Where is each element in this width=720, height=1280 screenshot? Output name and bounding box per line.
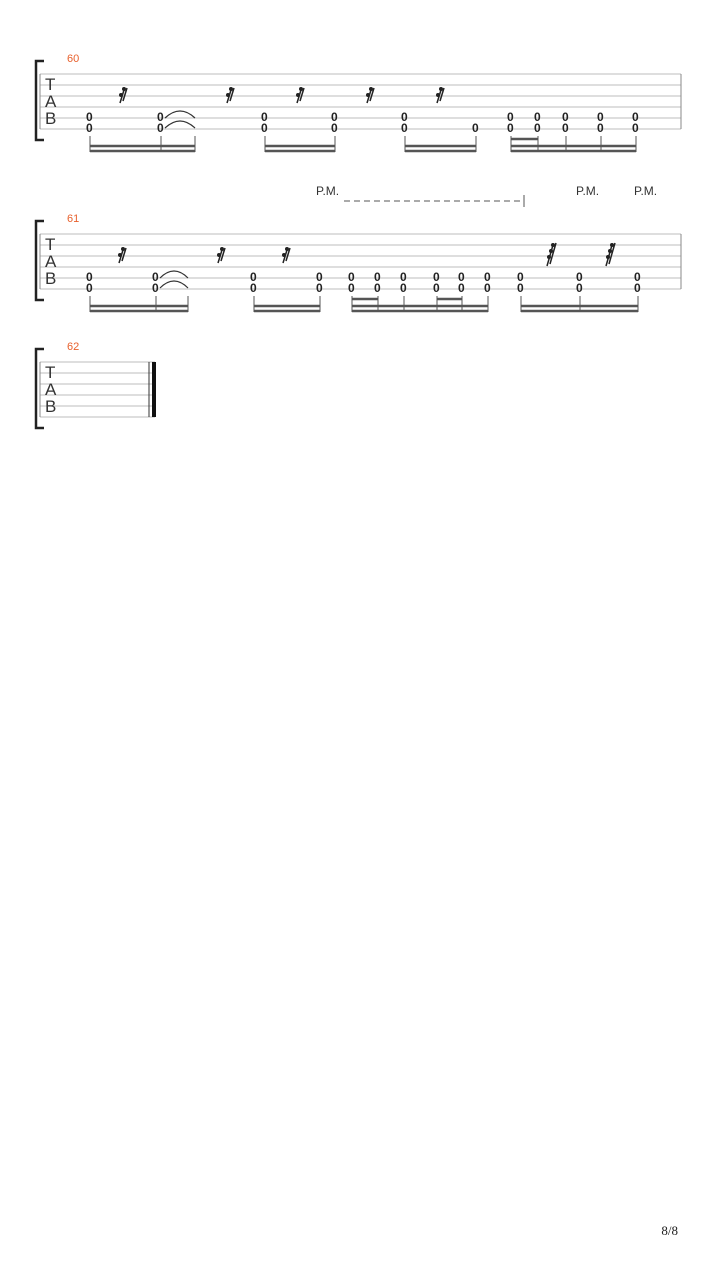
fret-number: 0 — [316, 270, 323, 284]
fret-number: 0 — [517, 270, 524, 284]
system-1 — [36, 53, 681, 152]
thirty-second-rest — [547, 243, 556, 266]
fret-number: 0 — [597, 110, 604, 124]
tab-clef-a: A — [45, 252, 57, 271]
fret-number: 0 — [507, 121, 514, 135]
fret-number: 0 — [86, 110, 93, 124]
fret-number: 0 — [534, 121, 541, 135]
fret-number: 0 — [507, 110, 514, 124]
beams — [90, 139, 636, 151]
sixteenth-rest — [226, 87, 234, 103]
tab-clef-b: B — [45, 269, 57, 288]
fret-number: 0 — [634, 270, 641, 284]
fret-number: 0 — [458, 281, 465, 295]
fret-number: 0 — [534, 110, 541, 124]
fret-number: 0 — [576, 270, 583, 284]
sixteenth-rest — [296, 87, 304, 103]
fret-number: 0 — [433, 281, 440, 295]
fret-number: 0 — [632, 110, 639, 124]
palm-mute-label: P.M. — [316, 184, 340, 198]
sixteenth-rest — [118, 247, 126, 263]
fret-number: 0 — [484, 281, 491, 295]
fret-number: 0 — [401, 121, 408, 135]
palm-mute-label: P.M. — [634, 184, 658, 198]
fret-number: 0 — [157, 110, 164, 124]
system-3 — [36, 341, 156, 428]
tab-clef — [45, 363, 57, 416]
measure-number: 62 — [67, 341, 80, 353]
staff-lines — [40, 74, 681, 129]
fret-number: 0 — [348, 281, 355, 295]
staff-lines — [40, 362, 155, 417]
fret-notes — [86, 110, 639, 135]
fret-number: 0 — [597, 121, 604, 135]
fret-number: 0 — [562, 121, 569, 135]
tab-clef-b: B — [45, 397, 57, 416]
fret-number: 0 — [433, 270, 440, 284]
fret-number: 0 — [152, 281, 159, 295]
fret-number: 0 — [562, 110, 569, 124]
fret-number: 0 — [634, 281, 641, 295]
measure-number: 60 — [67, 53, 80, 65]
fret-number: 0 — [157, 121, 164, 135]
fret-number: 0 — [316, 281, 323, 295]
thirty-second-rest — [606, 243, 615, 266]
tie-marks — [165, 111, 195, 128]
fret-number: 0 — [401, 110, 408, 124]
fret-number: 0 — [400, 270, 407, 284]
fret-number: 0 — [374, 270, 381, 284]
sixteenth-rest — [217, 247, 225, 263]
tie-marks — [160, 271, 188, 288]
tab-clef-t: T — [45, 235, 56, 254]
tab-clef-t: T — [45, 363, 56, 382]
stems — [90, 136, 636, 152]
system-2 — [36, 184, 681, 312]
fret-number: 0 — [250, 270, 257, 284]
fret-number: 0 — [331, 121, 338, 135]
tab-clef-a: A — [45, 92, 57, 111]
palm-mute-label: P.M. — [576, 184, 600, 198]
tab-clef — [45, 235, 57, 288]
fret-number: 0 — [86, 270, 93, 284]
fret-number: 0 — [261, 110, 268, 124]
final-barline — [149, 362, 156, 417]
tab-clef-b: B — [45, 109, 57, 128]
fret-notes — [86, 270, 641, 295]
measure-number: 61 — [67, 213, 80, 225]
fret-number: 0 — [152, 270, 159, 284]
sixteenth-rest — [366, 87, 374, 103]
sixteenth-rest — [282, 247, 290, 263]
fret-number: 0 — [250, 281, 257, 295]
tab-clef-t: T — [45, 75, 56, 94]
fret-number: 0 — [261, 121, 268, 135]
fret-number: 0 — [374, 281, 381, 295]
page-number: 8/8 — [661, 1223, 678, 1238]
fret-number: 0 — [458, 270, 465, 284]
tab-clef-a: A — [45, 380, 57, 399]
staff-lines — [40, 234, 681, 289]
fret-number: 0 — [576, 281, 583, 295]
fret-number: 0 — [400, 281, 407, 295]
fret-number: 0 — [517, 281, 524, 295]
fret-number: 0 — [484, 270, 491, 284]
sixteenth-rest — [436, 87, 444, 103]
fret-number: 0 — [348, 270, 355, 284]
fret-number: 0 — [86, 121, 93, 135]
fret-number: 0 — [632, 121, 639, 135]
tab-clef — [45, 75, 57, 128]
fret-number: 0 — [331, 110, 338, 124]
fret-number: 0 — [86, 281, 93, 295]
beams — [90, 299, 638, 311]
fret-number: 0 — [472, 121, 479, 135]
sixteenth-rest — [119, 87, 127, 103]
